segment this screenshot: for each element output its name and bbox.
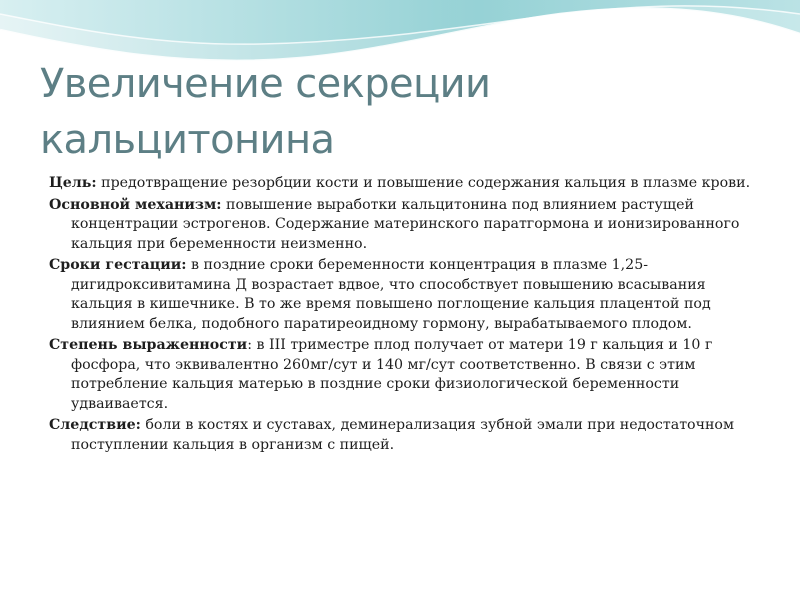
- item-label: Следствие:: [49, 417, 141, 433]
- item-label: Степень выраженности: [49, 337, 248, 353]
- title-line-2: кальцитонина: [40, 117, 335, 163]
- title-line-1: Увеличение секреции: [40, 61, 491, 107]
- item-text: повышение выработки кальцитонина под влиянием растущей концентрации эстрогенов. Содержание материнского паратгормона и ионизированного кальция при беременности неизменно.: [71, 196, 740, 252]
- item-label: Цель:: [49, 175, 97, 191]
- item-text: предотвращение резорбции кости и повышение содержания кальция в плазме крови.: [96, 175, 751, 191]
- item-label: Сроки гестации:: [49, 257, 187, 273]
- list-item-gestation: [49, 256, 761, 334]
- list-item-mechanism: [49, 196, 761, 255]
- item-text: : в III триместре плод получает от матери 19 г кальция и 10 г фосфора, что эквивалентно 260мг/сут и 140 мг/сут соответственно. В связи с этим потребление кальция матерью в поздние сроки физиологической беременности удваивается.: [71, 337, 713, 412]
- item-text: боли в костях и суставах, деминерализация зубной эмали при недостаточном поступлении кальция в организм с пищей.: [71, 417, 734, 453]
- slide-body: [49, 174, 761, 457]
- list-item-severity: [49, 336, 761, 414]
- list-item-consequence: [49, 416, 761, 455]
- slide-title: [40, 56, 760, 168]
- item-text: в поздние сроки беременности концентрация в плазме 1,25-дигидроксивитамина Д возрастает вдвое, что способствует повышению всасывания кальция в кишечнике. В то же время повышено поглощение кальция плацентой под влиянием белка, подобного паратиреоидному гормону, вырабатываемого плодом.: [71, 257, 711, 332]
- list-item-goal: [49, 174, 761, 194]
- item-label: Основной механизм:: [49, 196, 222, 213]
